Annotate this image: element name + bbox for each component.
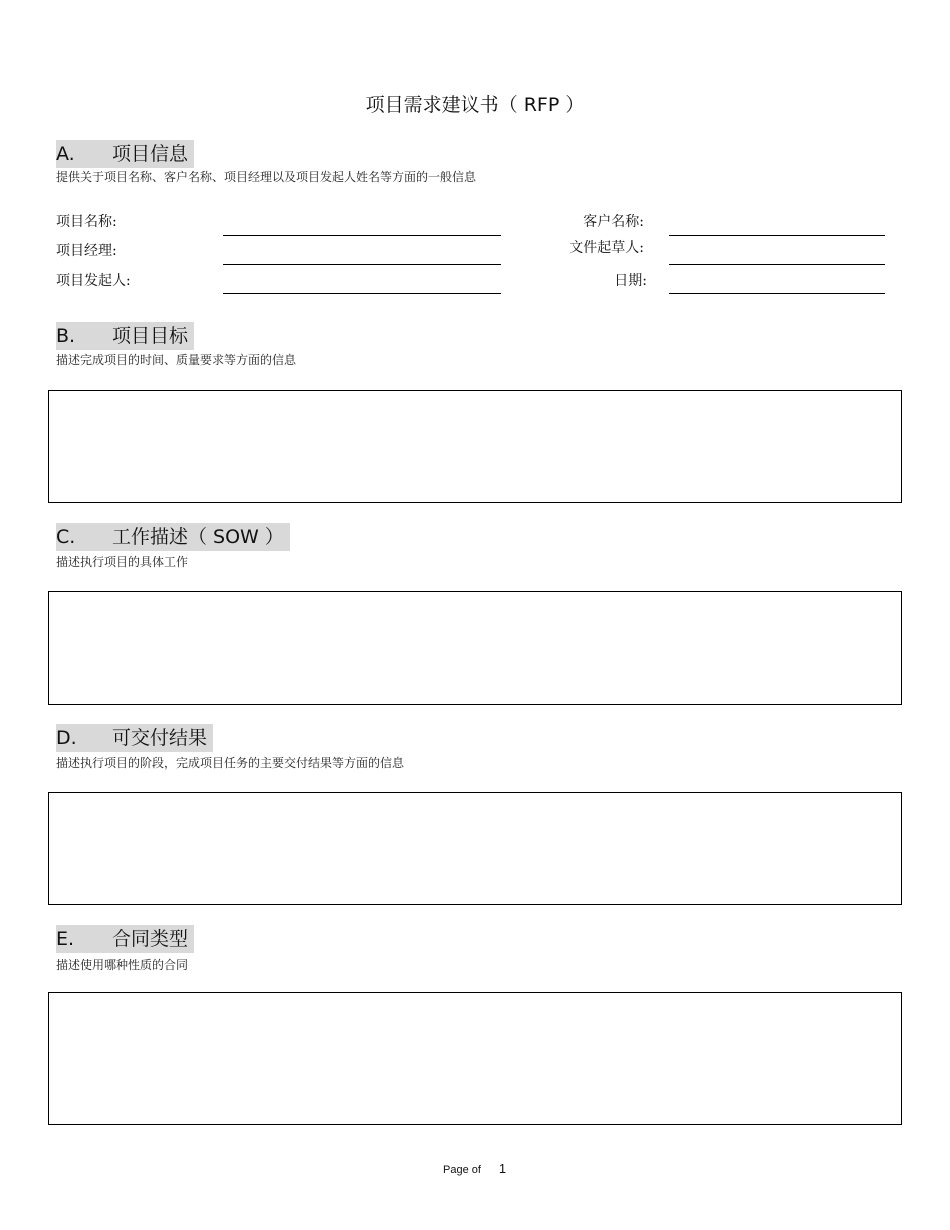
project-sponsor-label: 项目发起人: [56, 273, 131, 289]
section-c-title: 工作描述（ SOW ） [112, 526, 284, 548]
section-d-heading [56, 724, 213, 752]
section-b-title: 项目目标 [112, 325, 189, 347]
section-d-description: 描述执行项目的阶段，完成项目任务的主要交付结果等方面的信息 [56, 756, 405, 770]
document-author-field[interactable] [669, 264, 885, 265]
section-a-description: 提供关于项目名称、客户名称、项目经理以及项目发起人姓名等方面的一般信息 [56, 170, 477, 184]
page-footer [443, 1161, 506, 1176]
section-d-title: 可交付结果 [112, 727, 208, 749]
date-label: 日期: [614, 273, 647, 289]
section-d-letter: D. [56, 727, 77, 749]
document-title: 项目需求建议书（ RFP ） [365, 94, 585, 116]
section-c-heading [56, 523, 290, 551]
client-name-field[interactable] [669, 235, 885, 236]
section-e-title: 合同类型 [112, 928, 189, 950]
sow-textbox[interactable] [48, 591, 902, 705]
project-name-field[interactable] [223, 235, 501, 236]
page-label: Page of [443, 1164, 481, 1176]
section-a-letter: A. [56, 143, 75, 165]
section-b-heading [56, 322, 194, 350]
section-c-letter: C. [56, 526, 76, 548]
project-manager-field[interactable] [223, 264, 501, 265]
client-name-label: 客户名称: [583, 214, 644, 230]
project-goals-textbox[interactable] [48, 390, 902, 503]
section-c-description: 描述执行项目的具体工作 [56, 555, 189, 569]
section-a-heading [56, 140, 194, 168]
project-manager-label: 项目经理: [56, 243, 117, 259]
section-a-title: 项目信息 [112, 143, 189, 165]
deliverables-textbox[interactable] [48, 792, 902, 905]
section-e-heading [56, 925, 194, 953]
project-name-label: 项目名称: [56, 214, 117, 230]
section-b-description: 描述完成项目的时间、质量要求等方面的信息 [56, 353, 297, 367]
date-field[interactable] [669, 293, 885, 294]
project-sponsor-field[interactable] [223, 293, 501, 294]
section-e-letter: E. [56, 928, 75, 950]
page-number: 1 [498, 1161, 507, 1176]
contract-type-textbox[interactable] [48, 992, 902, 1125]
section-e-description: 描述使用哪种性质的合同 [56, 958, 189, 972]
section-b-letter: B. [56, 325, 76, 347]
document-author-label: 文件起草人: [569, 240, 644, 256]
